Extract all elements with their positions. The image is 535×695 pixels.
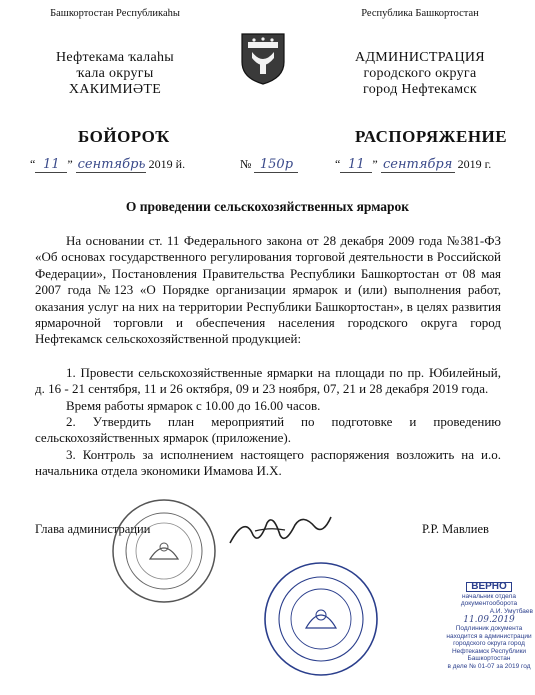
date-left: “ 11 ” сентябрь 2019 й. xyxy=(30,157,186,172)
header-right-line: АДМИНИСТРАЦИЯ xyxy=(355,50,485,65)
date-left-year: 2019 й. xyxy=(148,157,186,171)
date-right-day: 11 xyxy=(340,157,372,173)
signature-name: Р.Р. Мавлиев xyxy=(422,522,489,536)
item-3: 3. Контроль за исполнением настоящего распоряжения возложить на и.о. начальника отдела экономики Имамова И.Х. xyxy=(35,446,501,479)
city-emblem-icon xyxy=(240,32,286,86)
blue-round-seal-icon xyxy=(262,560,380,678)
header-right-block xyxy=(305,50,535,98)
header-right-line: городского округа xyxy=(363,66,477,81)
date-right-month: сентября xyxy=(381,157,455,173)
header-right-republic: Республика Башкортостан xyxy=(361,8,479,19)
header-right-line: город Нефтекамск xyxy=(363,82,477,97)
stamp-line-3: Подлинник документа находится в администрации городского округа город Нефтекамск Республики Башкортостан xyxy=(446,625,532,662)
hours-paragraph: Время работы ярмарок с 10.00 до 16.00 часов. xyxy=(66,397,321,413)
stamp-line-2: А.И. Умутбаев xyxy=(489,607,533,615)
verno-label: ВЕРНО xyxy=(466,582,512,592)
document-number xyxy=(240,157,298,173)
date-left-month: сентябрь xyxy=(77,157,146,172)
stamp-date: 11.09.2019 xyxy=(463,615,515,625)
header-left-line: ХАКИМИӘТЕ xyxy=(68,82,162,97)
header-left-line: Нефтекама ҡалаһы xyxy=(56,50,174,65)
handwritten-signature-icon xyxy=(225,505,335,550)
signature-position: Глава администрации xyxy=(35,522,151,536)
document-title: О проведении сельскохозяйственных ярмарок xyxy=(125,199,410,214)
date-right-year: 2019 г. xyxy=(457,157,492,171)
certified-copy-stamp xyxy=(445,582,533,670)
stamp-line-1: начальник отдела документооборота xyxy=(460,592,518,607)
header-left-block xyxy=(0,50,230,98)
item-1: 1. Провести сельскохозяйственные ярмарки на площади по пр. Юбилейный, д. 16 - 21 сентября, 11 и 26 октября, 09 и 23 ноября, 07, 21 и 28 декабря 2019 года. xyxy=(35,364,501,397)
date-right: “ 11 ” сентября 2019 г. xyxy=(335,157,492,172)
header-left-republic: Башкортостан Республикаһы xyxy=(50,8,180,19)
intro-paragraph: На основании ст. 11 Федерального закона от 28 декабря 2009 года №381-ФЗ «Об основах государственного регулирования торговой деятельности в Российской Федерации», Постановления Правительства Республики Башкортостан от 08 мая 2007 года №123 «О Порядке организации ярмарок и (или) выполнения работ, оказания услуг на них на территории Республики Башкортостан», в целях развития ярмарочной торговли и обеспечения населения городского округа город Нефтекамск сельскохозяйственной продукцией: xyxy=(35,233,501,347)
date-left-day: 11 xyxy=(35,157,67,173)
number-value: 150р xyxy=(254,157,298,173)
doc-type-left: БОЙОРОҠ xyxy=(78,127,170,146)
document-body xyxy=(35,233,501,480)
round-seal-icon xyxy=(110,497,218,605)
header-left-line: ҡала округы xyxy=(76,66,154,81)
item-2: 2. Утвердить план мероприятий по подготовке и проведению сельскохозяйственных ярмарок (приложение). xyxy=(35,414,501,446)
doc-type-right: РАСПОРЯЖЕНИЕ xyxy=(355,127,508,146)
stamp-line-4: в деле № 01-07 за 2019 год xyxy=(447,662,531,670)
number-label: № xyxy=(240,157,252,171)
